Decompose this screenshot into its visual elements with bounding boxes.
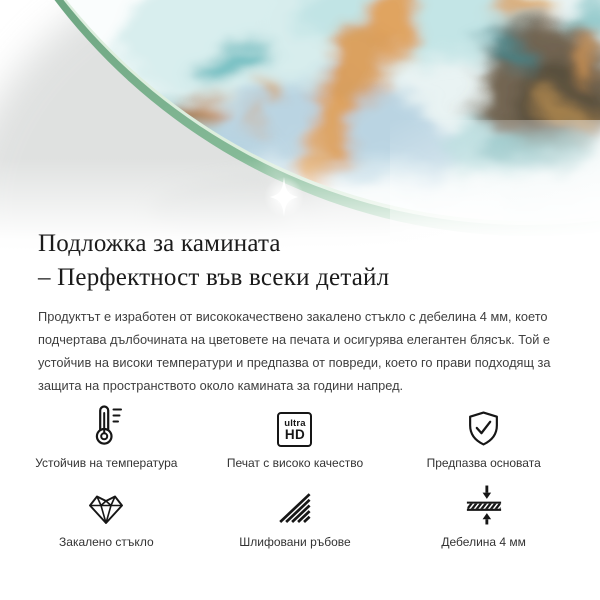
feature-print-quality — [201, 399, 390, 470]
product-photo — [0, 0, 600, 252]
polished-edges-icon — [277, 478, 312, 526]
feature-label: Печат с високо качество — [226, 456, 364, 470]
feature-tempered-glass — [12, 478, 201, 549]
feature-label: Устойчив на температура — [35, 456, 178, 470]
photo-corner-fade — [390, 120, 600, 252]
feature-label: Закалено стъкло — [59, 535, 154, 549]
feature-label: Предпазва основата — [426, 456, 541, 470]
feature-label: Дебелина 4 мм — [441, 535, 526, 549]
thickness-icon — [465, 478, 503, 526]
thermometer-icon — [88, 399, 124, 447]
ultra-hd-icon — [277, 399, 312, 447]
shield-check-icon — [465, 399, 502, 447]
feature-label: Шлифовани ръбове — [239, 535, 351, 549]
feature-polished-edges — [201, 478, 390, 549]
feature-temperature — [12, 399, 201, 470]
page-title-line2: – Перфектност във всеки детайл — [38, 264, 390, 291]
diamond-icon — [87, 478, 125, 526]
ultra-hd-text-top: ultra — [284, 417, 306, 429]
ultra-hd-text-bottom: HD — [284, 426, 306, 442]
product-description: Продуктът е изработен от висококачествено закалено стъкло с дебелина 4 мм, което подчертава дълбочината на цветовете на печата и осигурява елегантен блясък. Той е устойчив на високи температури и предпазва от повреди, което го прави подходящ за защита на пространството около камината за години напред. — [38, 309, 551, 393]
feature-thickness — [389, 478, 578, 549]
feature-protects-base — [389, 399, 578, 470]
feature-grid — [12, 399, 578, 549]
page-title-line1: Подложка за камината — [38, 230, 281, 257]
page-title — [38, 227, 389, 295]
